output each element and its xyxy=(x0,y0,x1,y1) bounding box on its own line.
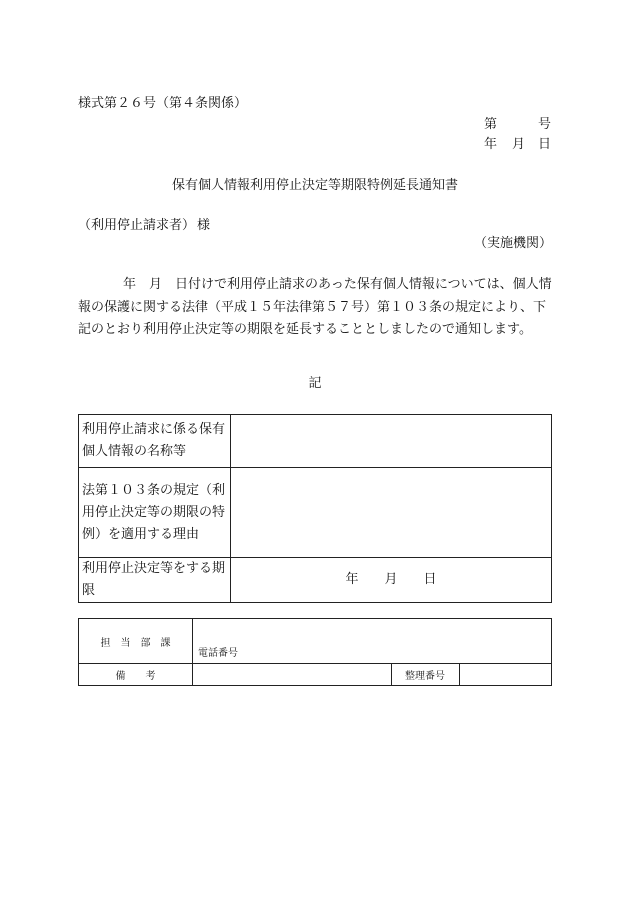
form-label: 様式第２６号（第４条関係） xyxy=(78,96,248,111)
phone-label: 電話番号 xyxy=(198,648,238,659)
row-label-line: 例）を適用する理由 xyxy=(82,526,200,542)
table-row xyxy=(79,558,552,603)
doc-date-year: 年 xyxy=(484,137,498,152)
ref-number-label: 整理番号 xyxy=(405,670,445,682)
row-value[interactable] xyxy=(231,415,552,468)
row-label-line: 法第１０３条の規定（利 xyxy=(82,482,226,498)
row-label xyxy=(79,415,231,468)
doc-date-month: 月 xyxy=(512,137,526,152)
ki-heading: 記 xyxy=(308,376,322,391)
document-title: 保有個人情報利用停止決定等期限特例延長通知書 xyxy=(171,178,458,193)
doc-number-suffix: 号 xyxy=(538,117,552,132)
row-value[interactable]: 年 月 日 xyxy=(231,558,552,603)
remarks-label: 備 考 xyxy=(115,670,156,682)
doc-number-prefix: 第 xyxy=(484,117,498,132)
row-label-line: 個人情報の名称等 xyxy=(82,444,187,459)
row-label-line: 用停止決定等の期限の特 xyxy=(82,504,226,520)
body-paragraph xyxy=(78,274,552,342)
issuer: （実施機関） xyxy=(473,236,552,251)
row-value[interactable] xyxy=(231,468,552,558)
office-box xyxy=(78,618,552,686)
dept-label: 担 当 部 課 xyxy=(100,637,171,649)
body-text: 利用停止請求のあった保有個人情報については、個人情報の保護に関する法律（平成１５年法律第５７号）第１０３条の規定により、下記のとおり利用停止決定等の期限を延長することとしましたので通知します。 xyxy=(78,277,552,337)
table-row xyxy=(79,468,552,558)
divider xyxy=(192,619,193,685)
row-label-line: 利用停止決定等をする期 xyxy=(82,561,226,576)
addressee-honorific: 様 xyxy=(197,218,211,233)
addressee-name: （利用停止請求者） xyxy=(78,218,196,233)
row-label xyxy=(79,468,231,558)
body-date-prefix: 年 月 日付けで xyxy=(123,277,228,292)
row-label-line: 利用停止請求に係る保有 xyxy=(82,422,226,437)
row-label-line: 限 xyxy=(82,583,96,598)
doc-date-day: 日 xyxy=(538,137,552,152)
divider xyxy=(459,663,460,685)
record-table xyxy=(78,414,552,603)
table-row xyxy=(79,415,552,468)
row-label xyxy=(79,558,231,603)
